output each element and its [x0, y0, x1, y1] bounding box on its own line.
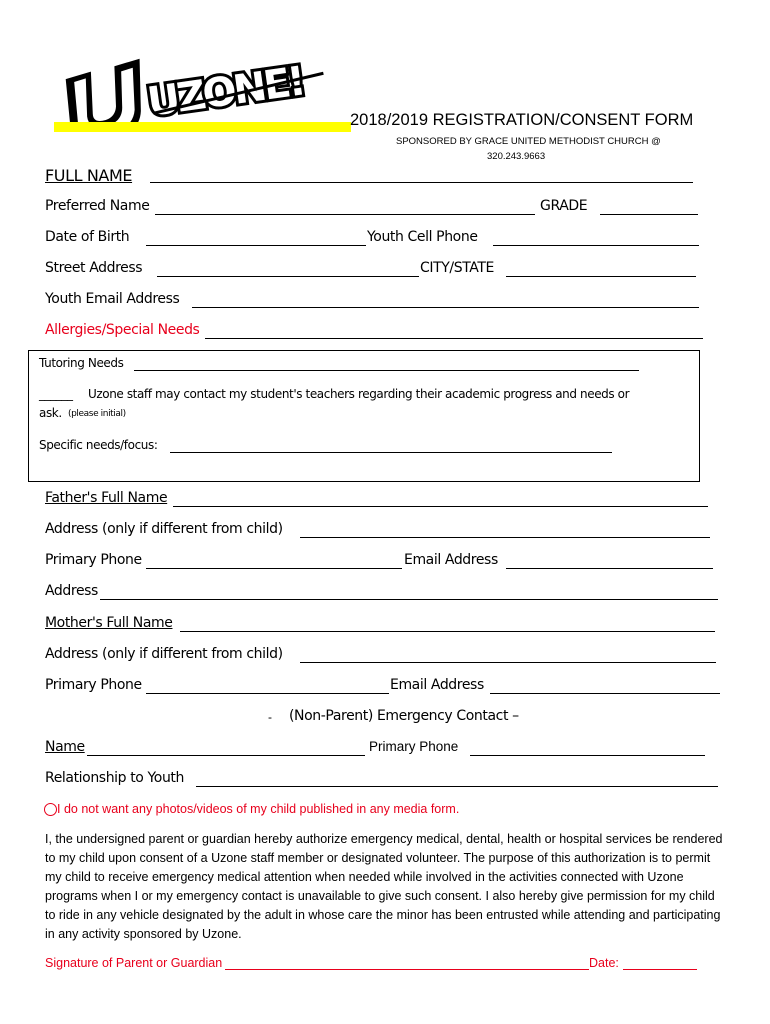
mother-address-alt-label: Address (only if different from child) — [45, 646, 283, 662]
form-title: 2018/2019 REGISTRATION/CONSENT FORM — [350, 111, 694, 129]
preferred-name-label: Preferred Name — [45, 198, 150, 214]
teacher-contact-consent-cont: ask. — [39, 406, 62, 420]
youth-cell-label: Youth Cell Phone — [367, 229, 478, 245]
mother-address-alt-field[interactable] — [300, 662, 716, 663]
consent-initial-blank[interactable]: ______ — [39, 387, 73, 401]
father-phone-label: Primary Phone — [45, 552, 142, 568]
father-address-label: Address — [45, 583, 98, 599]
emergency-phone-label: Primary Phone — [369, 739, 459, 754]
youth-email-label: Youth Email Address — [45, 291, 180, 307]
dob-field[interactable] — [146, 245, 366, 246]
street-address-label: Street Address — [45, 260, 143, 276]
mother-email-field[interactable] — [490, 693, 720, 694]
emergency-phone-field[interactable] — [470, 755, 705, 756]
mother-name-label: Mother's Full Name — [45, 615, 173, 631]
father-phone-field[interactable] — [146, 568, 402, 569]
father-address-alt-label: Address (only if different from child) — [45, 521, 283, 537]
teacher-contact-consent: Uzone staff may contact my student's teachers regarding their academic progress and needs or — [88, 387, 630, 401]
emergency-name-field[interactable] — [87, 755, 365, 756]
dob-label: Date of Birth — [45, 229, 130, 245]
svg-text:UZONE!: UZONE! — [144, 58, 307, 122]
full-name-field[interactable] — [150, 182, 693, 183]
allergies-label: Allergies/Special Needs — [45, 322, 200, 338]
city-state-label: CITY/STATE — [420, 260, 494, 276]
signature-label: Signature of Parent or Guardian — [45, 956, 223, 970]
sponsor-phone: 320.243.9663 — [487, 151, 546, 162]
father-email-field[interactable] — [506, 568, 713, 569]
father-email-label: Email Address — [404, 552, 498, 568]
mother-phone-label: Primary Phone — [45, 677, 142, 693]
relationship-label: Relationship to Youth — [45, 770, 184, 786]
photo-optout-radio[interactable] — [44, 803, 57, 816]
city-state-field[interactable] — [506, 276, 696, 277]
emergency-dash: - — [268, 710, 272, 724]
logo — [54, 46, 351, 122]
specific-focus-label: Specific needs/focus: — [39, 438, 158, 452]
allergies-field[interactable] — [205, 338, 703, 339]
preferred-name-field[interactable] — [155, 214, 535, 215]
photo-optout-text: I do not want any photos/videos of my child published in any media form. — [57, 802, 460, 816]
consent-paragraph: I, the undersigned parent or guardian hereby authorize emergency medical, dental, health or hospital services be rendered to my child upon consent of a Uzone staff member or designated volunteer. The purpose of this authorization is to permit my child to receive emergency medical attention when needed while involved in the activities connected with Uzone programs when I or my emergency contact is unavailable to give such consent. I also hereby give permission for my child to ride in any vehicle designated by the adult in whose care the minor has been entrusted while attending and participating in any activity sponsored by Uzone. — [45, 832, 723, 941]
signature-field[interactable] — [225, 969, 589, 970]
father-address-field[interactable] — [100, 599, 718, 600]
emergency-name-label: Name — [45, 739, 85, 755]
relationship-field[interactable] — [196, 786, 718, 787]
emergency-heading: (Non-Parent) Emergency Contact – — [289, 708, 519, 724]
father-name-label: Father's Full Name — [45, 490, 168, 506]
tutoring-needs-label: Tutoring Needs — [39, 356, 124, 370]
youth-email-field[interactable] — [192, 307, 699, 308]
mother-name-field[interactable] — [180, 631, 715, 632]
date-label: Date: — [589, 956, 619, 970]
grade-field[interactable] — [600, 214, 698, 215]
uzone-logo-icon — [54, 46, 351, 122]
mother-phone-field[interactable] — [146, 693, 389, 694]
full-name-label: FULL NAME — [45, 166, 133, 185]
mother-email-label: Email Address — [390, 677, 484, 693]
father-address-alt-field[interactable] — [300, 537, 710, 538]
grade-label: GRADE — [540, 198, 588, 214]
sponsor-text: SPONSORED BY GRACE UNITED METHODIST CHURCH @ — [396, 136, 661, 147]
street-address-field[interactable] — [157, 276, 419, 277]
initial-hint: (please initial) — [68, 409, 126, 419]
youth-cell-field[interactable] — [493, 245, 699, 246]
specific-focus-field[interactable] — [170, 452, 612, 453]
date-field[interactable] — [623, 969, 697, 970]
tutoring-needs-field[interactable] — [134, 370, 639, 371]
father-name-field[interactable] — [173, 506, 708, 507]
